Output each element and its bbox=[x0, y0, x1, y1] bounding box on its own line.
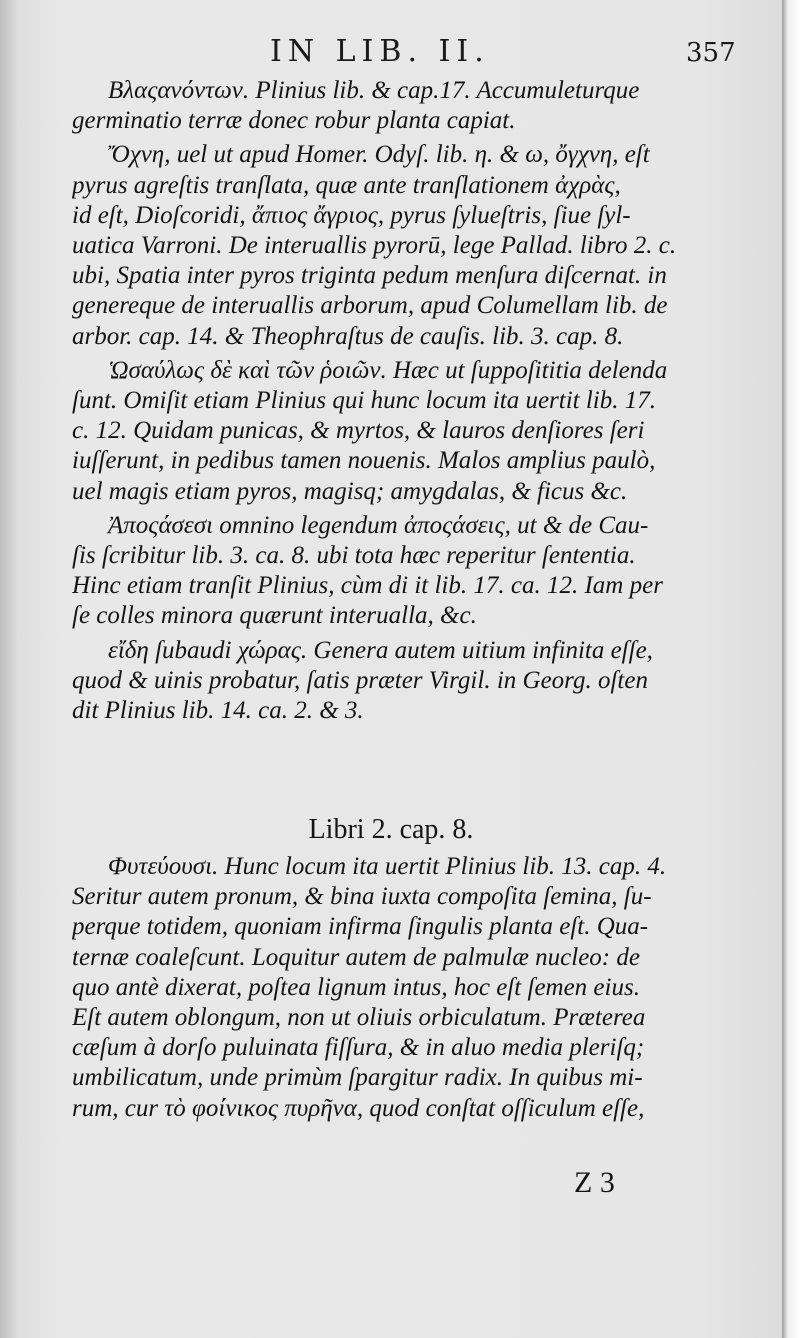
text-line: dit Plinius lib. 14. ca. 2. & 3. bbox=[72, 697, 364, 725]
page-edge bbox=[782, 0, 800, 1338]
section-heading: Libri 2. cap. 8. bbox=[308, 814, 474, 845]
text-line: uel magis etiam pyros, magisq; amygdalas, & ficus &c. bbox=[72, 477, 628, 505]
text-line: germinatio terræ donec robur planta capiat. bbox=[72, 107, 516, 135]
text-line: ternæ coaleſcunt. Loquitur autem de palmulæ nucleo: de bbox=[72, 943, 640, 971]
page-number: 357 bbox=[686, 38, 736, 68]
text-line: cæſum à dorſo puluinata fiſſura, & in aluo media pleriſq; bbox=[72, 1034, 645, 1062]
text-line: genereque de interuallis arborum, apud Columellam lib. de bbox=[72, 292, 668, 320]
text-line: ubi, Spatia inter pyros triginta pedum menſura diſcernat. in bbox=[72, 262, 667, 290]
signature-mark: Z 3 bbox=[574, 1166, 615, 1199]
paragraph bbox=[72, 140, 740, 351]
text-line: Φυτεύουσι. Hunc locum ita uertit Plinius lib. 13. cap. 4. bbox=[108, 853, 667, 880]
text-line: id eſt, Dioſcoridi, ἄπιος ἄγριος, pyrus ſylueſtris, ſiue ſyl- bbox=[72, 201, 631, 229]
page-header bbox=[0, 30, 782, 80]
text-line: Eſt autem oblongum, non ut oliuis orbiculatum. Præterea bbox=[72, 1004, 646, 1032]
text-line: iuſſerunt, in pedibus tamen nouenis. Malos amplius paulò, bbox=[72, 447, 656, 475]
paragraph bbox=[72, 636, 740, 727]
text-line: Ἀποςάσεσι omnino legendum ἀποςάσεις, ut & de Cau- bbox=[108, 511, 649, 539]
text-line: Βλαςανόντων. Plinius lib. & cap.17. Accumuleturque bbox=[108, 77, 640, 104]
commentary-text bbox=[72, 76, 740, 726]
text-line: pyrus agreſtis tranſlata, quæ ante tranſlationem ἀχρὰς, bbox=[72, 171, 621, 199]
text-line: εἴδη ſubaudi χώρας. Genera autem uitium infinita eſſe, bbox=[108, 636, 653, 664]
running-head: IN LIB. II. bbox=[270, 34, 490, 69]
paragraph bbox=[72, 852, 740, 1124]
text-line: Ὡσαύλως δὲ καὶ τῶν ῥοιῶν. Hæc ut ſuppoſititia delenda bbox=[108, 356, 668, 384]
text-line: uatica Varroni. De interuallis pyrorū, lege Pallad. libro 2. c. bbox=[72, 232, 677, 260]
text-line: quod & uinis probatur, ſatis præter Virgil. in Georg. oſten bbox=[72, 666, 648, 694]
paragraph bbox=[72, 76, 740, 136]
text-line: perque totidem, quoniam infirma ſingulis planta eſt. Qua- bbox=[72, 913, 649, 941]
text-line: ſe colles minora quærunt interualla, &c. bbox=[72, 602, 477, 630]
text-line: Seritur autem pronum, & bina iuxta compoſita ſemina, ſu- bbox=[72, 883, 652, 911]
text-line: ſis ſcribitur lib. 3. ca. 8. ubi tota hæc reperitur ſententia. bbox=[72, 542, 636, 570]
text-line: ſunt. Omiſit etiam Plinius qui hunc locum ita uertit lib. 17. bbox=[72, 387, 656, 415]
text-line: quo antè dixerat, poſtea lignum intus, hoc eſt ſemen eius. bbox=[72, 973, 640, 1001]
text-line: umbilicatum, unde primùm ſpargitur radix. In quibus mi- bbox=[72, 1064, 643, 1092]
text-line: rum, cur τὸ φοίνικος πυρῆνα, quod conſtat oſſiculum eſſe, bbox=[72, 1094, 645, 1122]
section-text bbox=[72, 852, 740, 1124]
text-line: Ὄχνη, uel ut apud Homer. Odyſ. lib. η. & ω, ὄγχνη, eſt bbox=[108, 141, 650, 169]
text-line: c. 12. Quidam punicas, & myrtos, & lauros denſiores ſeri bbox=[72, 417, 645, 445]
text-line: arbor. cap. 14. & Theophraſtus de cauſis. lib. 3. cap. 8. bbox=[72, 322, 624, 350]
text-line: Hinc etiam tranſit Plinius, cùm di it lib. 17. ca. 12. Iam per bbox=[72, 572, 663, 600]
paragraph bbox=[72, 511, 740, 632]
paragraph bbox=[72, 356, 740, 507]
